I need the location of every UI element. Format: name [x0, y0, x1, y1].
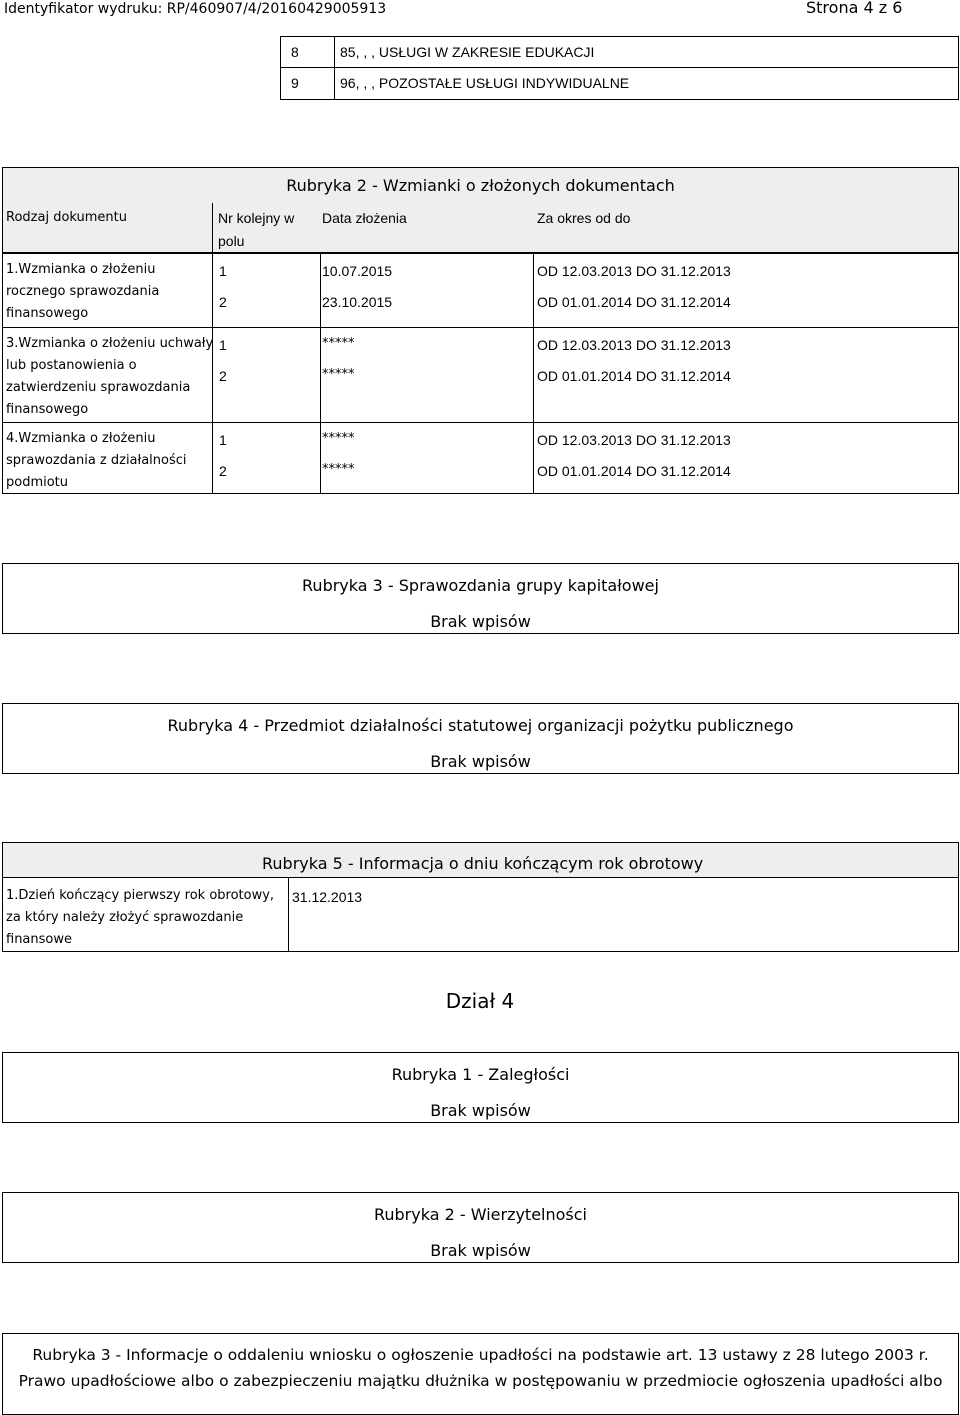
pkd-row-text: 85, , , USŁUGI W ZAKRESIE EDUKACJI: [340, 44, 595, 60]
dzial-4-rubryka-1: [2, 1052, 959, 1123]
section-title: Dział 4: [445, 989, 515, 1013]
pkd-row-num: 9: [291, 75, 299, 91]
row-period: OD 12.03.2013 DO 31.12.2013: [537, 432, 731, 448]
header-nr: Nr kolejny w: [218, 210, 295, 226]
row-nr: 2: [219, 368, 227, 384]
rubryka-3-section: [2, 563, 959, 634]
fiscal-year-label: finansowe: [6, 932, 72, 947]
rubryka-4-title: Rubryka 4 - Przedmiot działalności statutowej organizacji pożytku publicznego: [167, 716, 794, 735]
row-nr: 1: [219, 337, 227, 353]
row-nr: 1: [219, 263, 227, 279]
doc-type-label: zatwierdzeniu sprawozdania: [6, 380, 191, 395]
fiscal-year-label: 1.Dzień kończący pierwszy rok obrotowy,: [6, 888, 275, 903]
doc-type-label: 4.Wzmianka o złożeniu: [6, 431, 156, 446]
dzial-4-rubryka-2: [2, 1192, 959, 1263]
pkd-row-num: 8: [291, 44, 299, 60]
doc-type-label: sprawozdania z działalności: [6, 453, 187, 468]
row-period: OD 01.01.2014 DO 31.12.2014: [537, 294, 731, 310]
header-date: Data złożenia: [322, 210, 407, 226]
row-nr: 2: [219, 463, 227, 479]
row-date: 10.07.2015: [322, 263, 393, 279]
header-period: Za okres od do: [537, 210, 631, 226]
row-period: OD 01.01.2014 DO 31.12.2014: [537, 368, 731, 384]
row-period: OD 01.01.2014 DO 31.12.2014: [537, 463, 731, 479]
print-identifier: Identyfikator wydruku: RP/460907/4/20160429005913: [4, 1, 387, 17]
row-date: *****: [322, 462, 355, 477]
rubryka-1-title: Rubryka 1 - Zaległości: [391, 1065, 570, 1084]
doc-type-label: 3.Wzmianka o złożeniu uchwały: [6, 336, 214, 351]
doc-type-label: rocznego sprawozdania: [6, 284, 160, 299]
rubryka-2-title: Rubryka 2 - Wierzytelności: [373, 1205, 587, 1224]
header-nr: polu: [218, 233, 245, 249]
row-date: 23.10.2015: [322, 294, 393, 310]
rubryka-3-title: Rubryka 3 - Informacje o oddaleniu wniosku o ogłoszenie upadłości na podstawie art. 13 ustawy z 28 lutego 2003 r.: [32, 1346, 929, 1364]
rubryka-5-title: Rubryka 5 - Informacja o dniu kończącym rok obrotowy: [262, 854, 704, 873]
empty-entries: Brak wpisów: [430, 612, 531, 631]
doc-type-label: 1.Wzmianka o złożeniu: [6, 262, 156, 277]
row-nr: 2: [219, 294, 227, 310]
fiscal-year-label: za który należy złożyć sprawozdanie: [6, 910, 244, 925]
doc-type-label: podmiotu: [6, 475, 69, 490]
empty-entries: Brak wpisów: [430, 1241, 531, 1260]
pkd-row-text: 96, , , POZOSTAŁE USŁUGI INDYWIDUALNE: [340, 75, 630, 91]
empty-entries: Brak wpisów: [430, 752, 531, 771]
fiscal-year-value: 31.12.2013: [292, 889, 363, 905]
doc-type-label: finansowego: [6, 306, 89, 321]
row-date: *****: [322, 367, 355, 382]
rubryka-3-title: Prawo upadłościowe albo o zabezpieczeniu majątku dłużnika w postępowaniu w przedmiocie ogłoszenia upadłości albo: [18, 1372, 943, 1390]
row-nr: 1: [219, 432, 227, 448]
row-period: OD 12.03.2013 DO 31.12.2013: [537, 337, 731, 353]
row-period: OD 12.03.2013 DO 31.12.2013: [537, 263, 731, 279]
page-number: Strona 4 z 6: [806, 0, 903, 17]
rubryka-3-title: Rubryka 3 - Sprawozdania grupy kapitałowej: [302, 576, 659, 595]
empty-entries: Brak wpisów: [430, 1101, 531, 1120]
header-doc-type: Rodzaj dokumentu: [6, 210, 127, 225]
doc-type-label: finansowego: [6, 402, 89, 417]
row-date: *****: [322, 431, 355, 446]
rubryka-4-section: [2, 703, 959, 774]
dzial-4-rubryka-3: [2, 1333, 959, 1415]
rubryka-2-title: Rubryka 2 - Wzmianki o złożonych dokumentach: [286, 176, 675, 195]
doc-type-label: lub postanowienia o: [6, 358, 137, 373]
row-date: *****: [322, 336, 355, 351]
